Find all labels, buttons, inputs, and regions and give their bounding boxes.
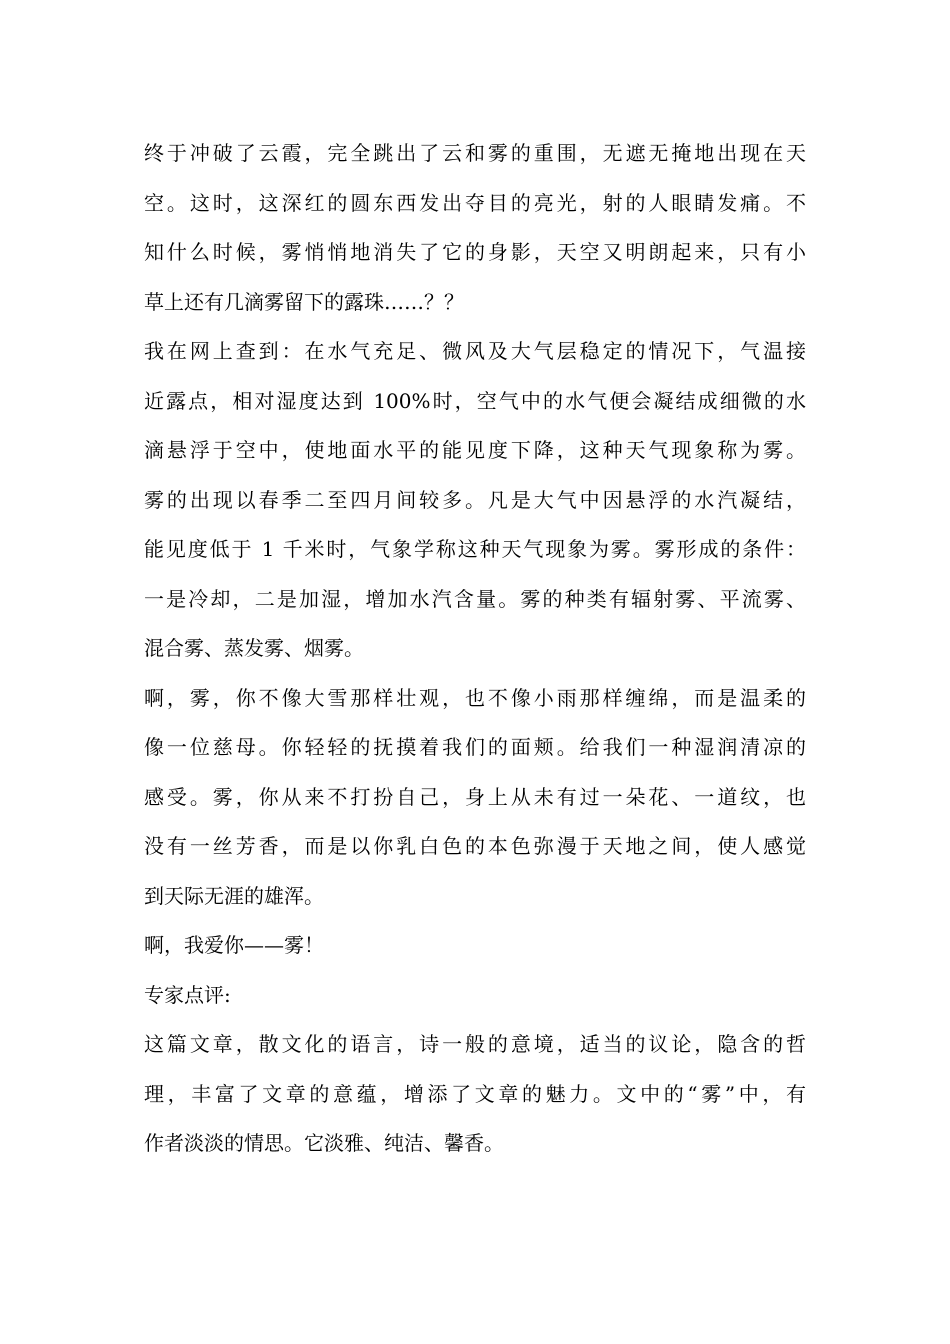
text-line: 像一位慈母。你轻轻的抚摸着我们的面颊。给我们一种湿润清凉的	[144, 735, 806, 759]
text-line: 滴悬浮于空中，使地面水平的能见度下降，这种天气现象称为雾。	[144, 438, 806, 462]
paragraph-ode-to-fog	[144, 674, 824, 922]
text-line: 一是冷却，二是加湿，增加水汽含量。雾的种类有辐射雾、平流雾、	[144, 586, 806, 611]
paragraph-fog-definition	[144, 327, 824, 674]
text-line: 理，丰富了文章的意蕴，增添了文章的魅力。文中的“雾”中，有	[144, 1081, 806, 1106]
expert-review-heading	[144, 971, 824, 1021]
text-line: 近露点，相对湿度达到 100%时，空气中的水气便会凝结成细微的水	[144, 388, 806, 413]
text-line: 作者淡淡的情思。它淡雅、纯洁、馨香。	[144, 1131, 504, 1155]
paragraph-sunrise	[144, 129, 824, 327]
text-line: 能见度低于 1 千米时，气象学称这种天气现象为雾。雾形成的条件：	[144, 537, 806, 561]
text-line: 啊，我爱你——雾！	[144, 933, 324, 957]
text-line: 混合雾、蒸发雾、烟雾。	[144, 636, 364, 660]
document-body	[144, 129, 824, 1169]
text-line: 我在网上查到：在水气充足、微风及大气层稳定的情况下，气温接	[144, 339, 806, 363]
text-line: 雾的出现以春季二至四月间较多。凡是大气中因悬浮的水汽凝结，	[144, 487, 806, 512]
paragraph-exclamation	[144, 921, 824, 971]
text-line: 终于冲破了云霞，完全跳出了云和雾的重围，无遮无掩地出现在天	[144, 141, 806, 165]
text-line: 啊，雾，你不像大雪那样壮观，也不像小雨那样缠绵，而是温柔的	[144, 685, 806, 710]
paragraph-expert-review	[144, 1020, 824, 1169]
text-line: 知什么时候，雾悄悄地消失了它的身影，天空又明朗起来，只有小	[144, 240, 806, 264]
text-line: 没有一丝芳香，而是以你乳白色的本色弥漫于天地之间，使人感觉	[144, 834, 806, 858]
text-line: 到天际无涯的雄浑。	[144, 883, 324, 908]
text-line: 这篇文章，散文化的语言，诗一般的意境，适当的议论，隐含的哲	[144, 1032, 806, 1056]
text-line: 空。这时，这深红的圆东西发出夺目的亮光，射的人眼睛发痛。不	[144, 190, 806, 215]
text-line: 感受。雾，你从来不打扮自己，身上从未有过一朵花、一道纹，也	[144, 784, 806, 809]
text-line: 专家点评:	[144, 982, 231, 1007]
text-line: 草上还有几滴雾留下的露珠……？？	[144, 289, 464, 314]
